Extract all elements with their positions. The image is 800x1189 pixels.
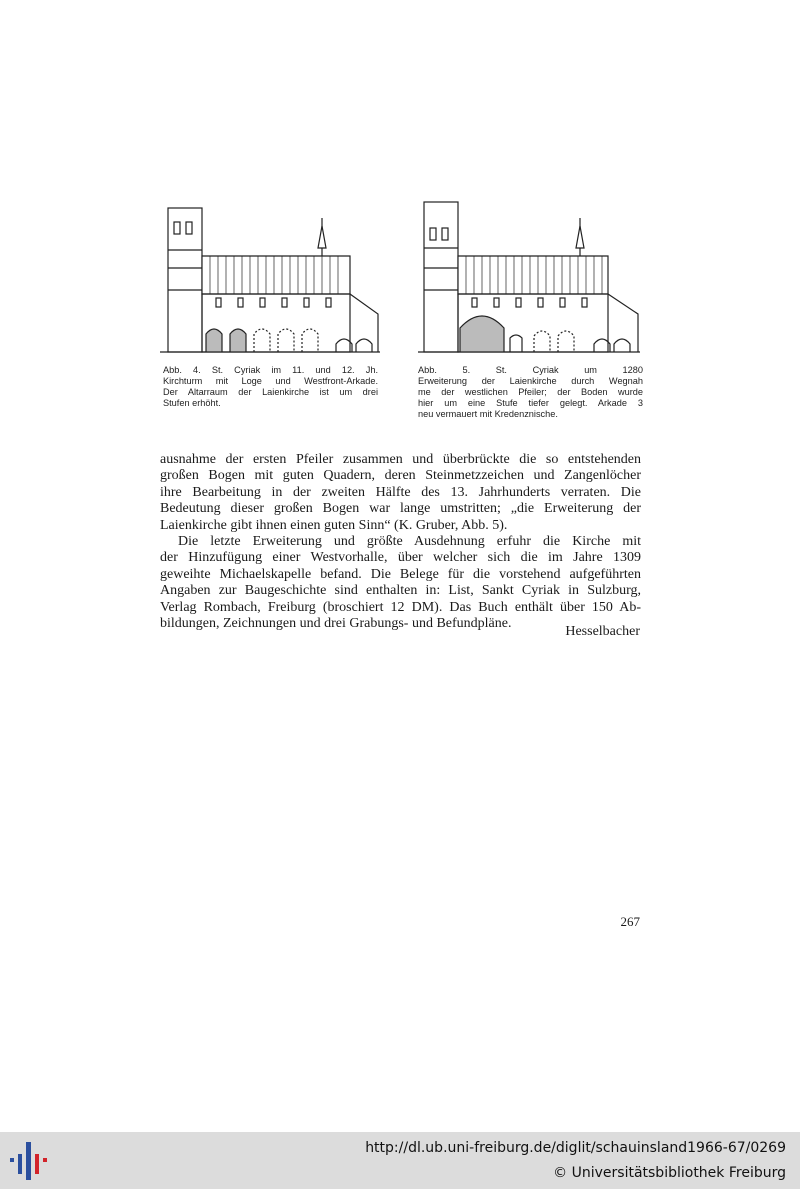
body-line: Die letzte Erweiterung und größte Ausdehnung erfuhr die Kirche mit <box>178 534 641 550</box>
body-line: großen Bogen mit guten Quadern, deren Steinmetzzeichen und Zangenlöcher <box>160 468 641 484</box>
caption-line: Stufen erhöht. <box>163 398 221 408</box>
caption-line: Der Altarraum der Laienkirche ist um drei <box>163 387 378 397</box>
body-line: geweihte Michaelskapelle befand. Die Belege für die vorstehend aufgeführten <box>160 566 641 582</box>
page-number: 267 <box>620 914 640 929</box>
body-line: bildungen, Zeichnungen und drei Grabungs- und Befundpläne. <box>160 616 512 632</box>
body-line: der Hinzufügung einer Westvorhalle, über welcher sich die im Jahre 1309 <box>160 550 641 566</box>
caption-line: Abb. 5. St. Cyriak um 1280 <box>418 365 643 375</box>
caption-line: Kirchturm mit Loge und Westfront-Arkade. <box>163 376 378 386</box>
figure-abb-5-caption <box>418 365 643 420</box>
author-signature: Hesselbacher <box>565 624 640 639</box>
caption-line: hier um eine Stufe tiefer gelegt. Arkade 3 <box>418 398 643 408</box>
body-text <box>160 452 641 632</box>
figure-abb-5-church-section <box>418 198 640 358</box>
caption-line: Abb. 4. St. Cyriak im 11. und 12. Jh. <box>163 365 378 375</box>
caption-line: Erweiterung der Laienkirche durch Wegnah <box>418 376 643 386</box>
figure-abb-4-church-section <box>160 198 380 358</box>
caption-line: neu vermauert mit Kredenznische. <box>418 409 558 419</box>
figure-abb-4-caption <box>163 365 378 409</box>
church-section-drawing-icon <box>160 198 380 358</box>
body-line: Angaben zur Baugeschichte sind enthalten in: List, Sankt Cyriak in Sulzburg, <box>160 583 641 599</box>
body-line: ausnahme der ersten Pfeiler zusammen und überbrückte die so entstehenden <box>160 452 641 467</box>
footer-bar <box>0 1132 800 1189</box>
church-section-drawing-icon <box>418 198 640 358</box>
body-line: Verlag Rombach, Freiburg (broschiert 12 DM). Das Buch enthält über 150 Ab- <box>160 599 641 615</box>
body-line: ihre Bearbeitung in der zweiten Hälfte des 13. Jahrhunderts verraten. Die <box>160 484 641 500</box>
ub-freiburg-logo-icon[interactable] <box>10 1140 52 1182</box>
copyright-notice: © Universitätsbibliothek Freiburg <box>553 1165 786 1181</box>
source-url-link[interactable]: http://dl.ub.uni-freiburg.de/diglit/schauinsland1966-67/0269 <box>365 1140 786 1156</box>
body-line: Laienkirche gibt ihnen einen guten Sinn“ (K. Gruber, Abb. 5). <box>160 517 508 533</box>
caption-line: me der westlichen Pfeiler; der Boden wurde <box>418 387 643 397</box>
body-line: Bedeutung dieser großen Bogen war lange umstritten; „die Erweiterung der <box>160 501 641 517</box>
